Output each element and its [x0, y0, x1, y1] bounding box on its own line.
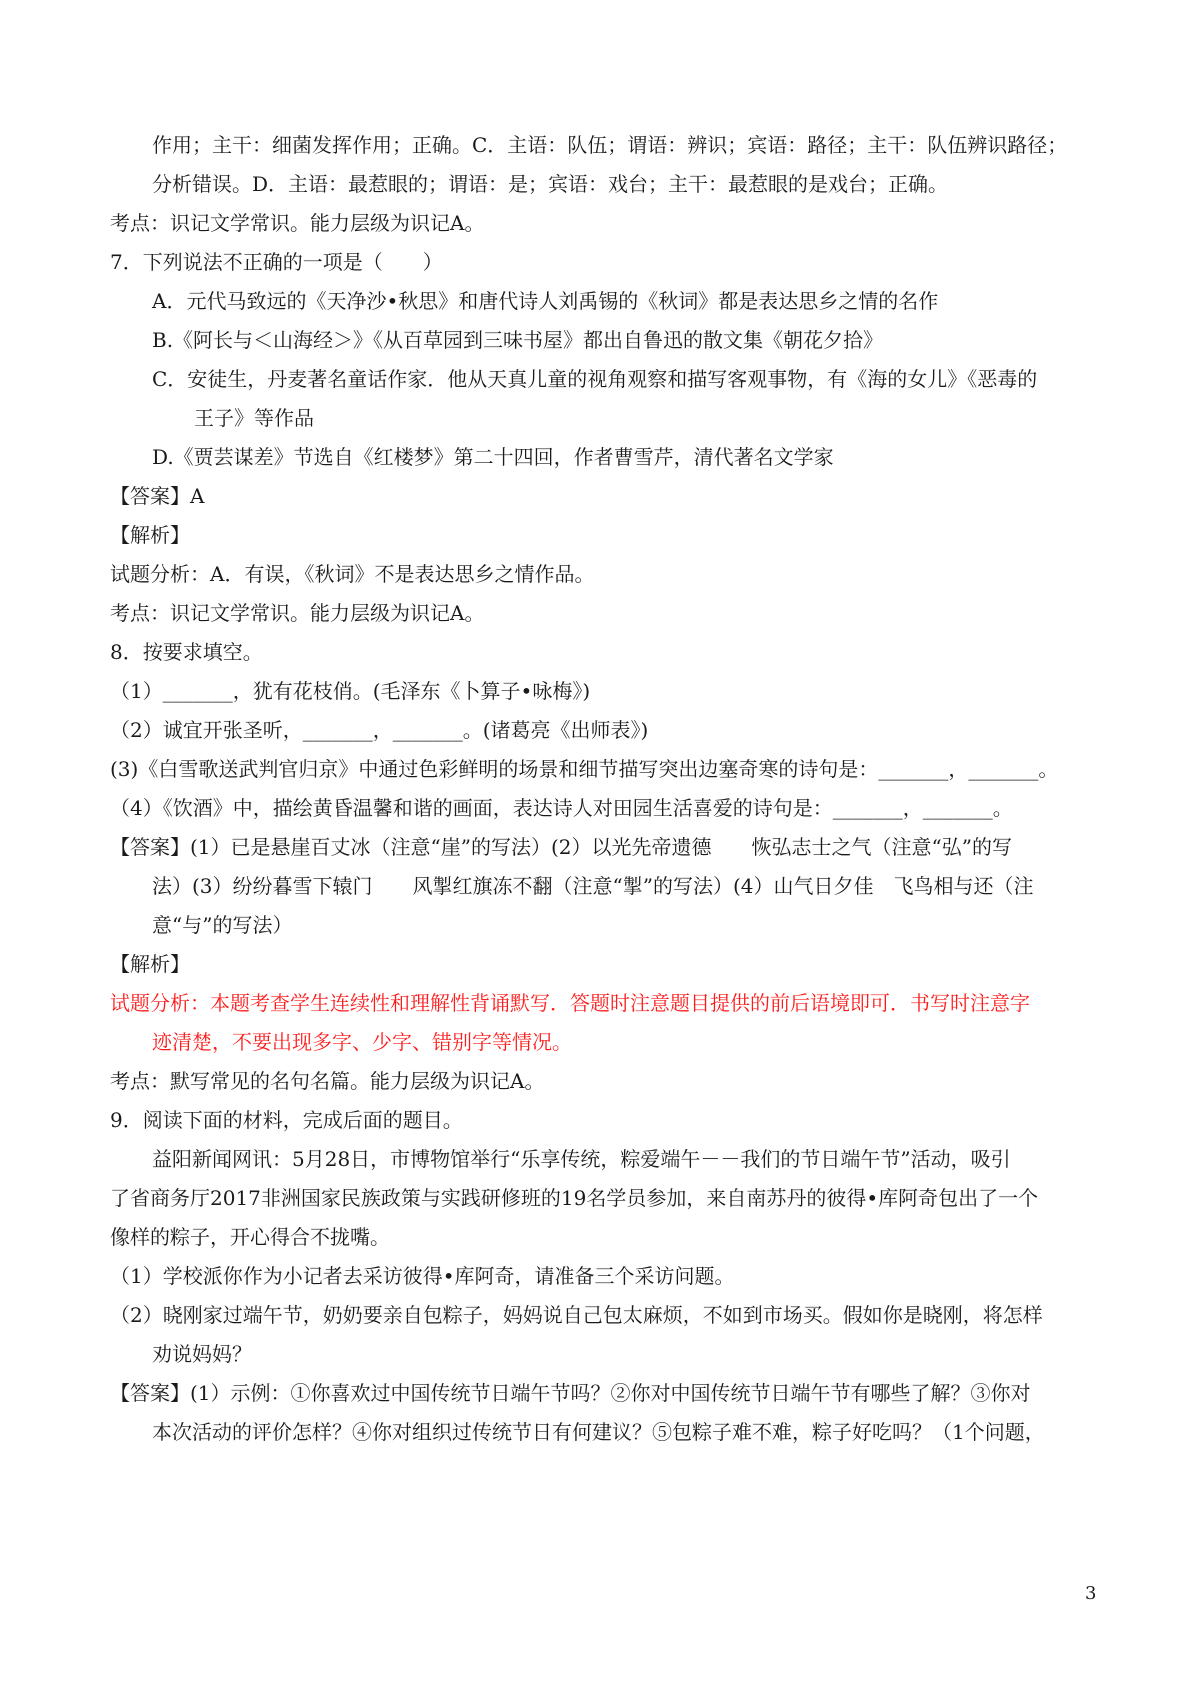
analysis-label: 【解析】 [110, 952, 190, 976]
page-number: 3 [1085, 1583, 1097, 1604]
analysis-label: 【解析】 [110, 523, 190, 547]
text-line: 试题分析：A．有误，《秋词》不是表达思乡之情作品。 [110, 562, 595, 586]
text-line: 考点：默写常见的名句名篇。能力层级为识记A。 [110, 1069, 545, 1093]
material-paragraph: 益阳新闻网讯：5月28日，市博物馆举行“乐享传统，粽爱端午－－我们的节日端午节”活动，吸引 [152, 1147, 1011, 1171]
text-line: 考点：识记文学常识。能力层级为识记A。 [110, 211, 485, 235]
sub-question-1: （1）学校派你作为小记者去采访彼得•库阿奇，请准备三个采访问题。 [110, 1264, 735, 1288]
blank-item-2: （2）诚宜开张圣听，_______，_______。(诸葛亮《出师表》) [110, 718, 649, 742]
highlighted-analysis: 迹清楚，不要出现多字、少字、错别字等情况。 [152, 1030, 572, 1054]
option-c: C．安徒生，丹麦著名童话作家．他从天真儿童的视角观察和描写客观事物，有《海的女儿》《恶毒的 [152, 367, 1038, 391]
blank-item-4: （4）《饮酒》中，描绘黄昏温馨和谐的画面，表达诗人对田园生活喜爱的诗句是：_______，_______。 [110, 796, 1013, 820]
answer-label: 【答案】(1）示例：①你喜欢过中国传统节日端午节吗？②你对中国传统节日端午节有哪些了解？③你对 [110, 1381, 1031, 1405]
question-8: 8．按要求填空。 [110, 640, 263, 664]
blank-item-3: (3)《白雪歌送武判官归京》中通过色彩鲜明的场景和细节描写突出边塞奇寒的诗句是：_______，_______。 [110, 757, 1059, 781]
option-d: D.《贾芸谋差》节选自《红楼梦》第二十四回，作者曹雪芹，清代著名文学家 [152, 445, 834, 469]
material-paragraph: 了省商务厅2017非洲国家民族政策与实践研修班的19名学员参加，来自南苏丹的彼得•库阿奇包出了一个 [110, 1186, 1039, 1210]
question-7: 7．下列说法不正确的一项是（ ） [110, 250, 443, 274]
text-line: 本次活动的评价怎样？④你对组织过传统节日有何建议？⑤包粽子难不难，粽子好吃吗？（1个问题， [152, 1420, 1045, 1444]
text-line: 意“与”的写法） [152, 913, 293, 937]
answer-label: 【答案】A [110, 484, 205, 508]
highlighted-analysis: 试题分析：本题考查学生连续性和理解性背诵默写．答题时注意题目提供的前后语境即可．书写时注意字 [110, 991, 1030, 1015]
sub-question-2: （2）晓刚家过端午节，奶奶要亲自包粽子，妈妈说自己包太麻烦，不如到市场买。假如你是晓刚，将怎样 [110, 1303, 1043, 1327]
option-c-continued: 王子》等作品 [194, 406, 314, 430]
text-line: 考点：识记文学常识。能力层级为识记A。 [110, 601, 485, 625]
sub-question-2-continued: 劝说妈妈？ [152, 1342, 252, 1366]
text-line: 法）(3）纷纷暮雪下辕门 风掣红旗冻不翻（注意“掣”的写法）(4）山气日夕佳 飞鸟相与还（注 [152, 874, 1034, 898]
text-line: 作用；主干：细菌发挥作用；正确。C．主语：队伍；谓语：辨识；宾语：路径；主干：队伍辨识路径； [152, 133, 1068, 157]
answer-label: 【答案】(1）已是悬崖百丈冰（注意“崖”的写法）(2）以光先帝遗德 恢弘志士之气（注意“弘”的写 [110, 835, 1012, 859]
option-b: B.《阿长与＜山海经＞》《从百草园到三味书屋》都出自鲁迅的散文集《朝花夕拾》 [152, 328, 884, 352]
blank-item-1: （1）_______，犹有花枝俏。(毛泽东《卜算子•咏梅》) [110, 679, 591, 703]
question-9: 9．阅读下面的材料，完成后面的题目。 [110, 1108, 463, 1132]
text-line: 分析错误。D．主语：最惹眼的；谓语：是；宾语：戏台；主干：最惹眼的是戏台；正确。 [152, 172, 949, 196]
material-paragraph: 像样的粽子，开心得合不拢嘴。 [110, 1225, 390, 1249]
option-a: A．元代马致远的《天净沙•秋思》和唐代诗人刘禹锡的《秋词》都是表达思乡之情的名作 [152, 289, 939, 313]
